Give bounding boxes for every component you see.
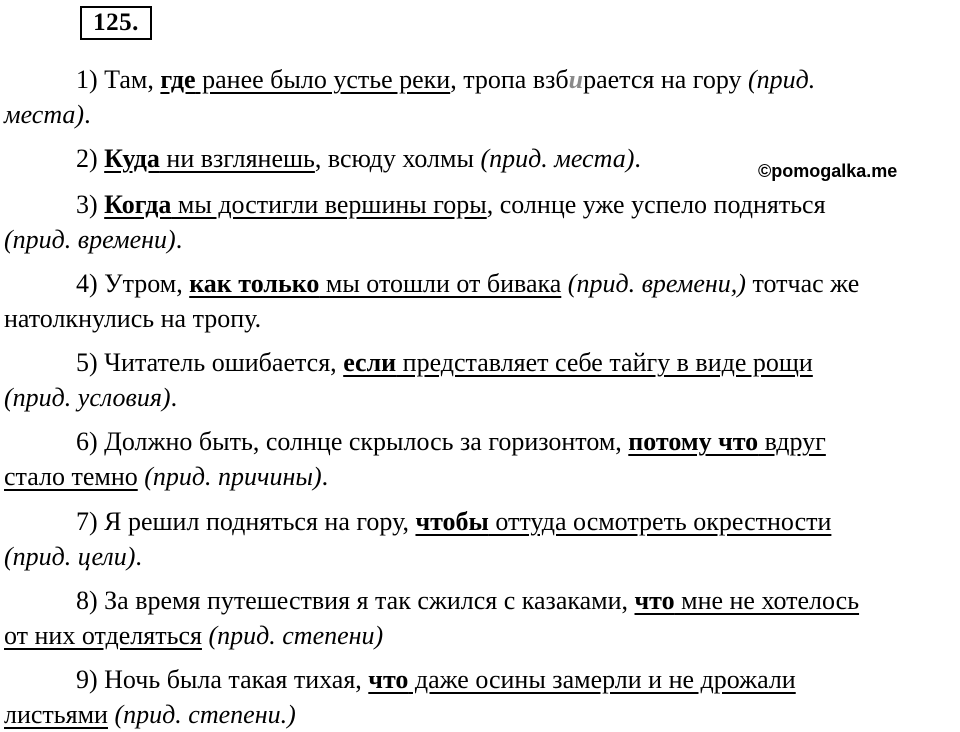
conjunction: если	[343, 348, 397, 377]
sentence-6: 6) Должно быть, солнце скрылось за горизонтом, потому что вдруг стало темно (прид. причины).	[4, 427, 826, 491]
conjunction: Куда	[104, 144, 160, 173]
conjunction: как только	[189, 269, 320, 298]
sentence-7: 7) Я решил подняться на гору, чтобы оттуда осмотреть окрестности (прид. цели).	[4, 507, 832, 571]
sentence-4: 4) Утром, как только мы отошли от бивака (прид. времени,) тотчас же натолкнулись на тропу.	[4, 269, 860, 333]
clause-type-note: (прид. места)	[480, 144, 635, 173]
clause-type-note: (прид. условия)	[4, 383, 171, 412]
sentence-5: 5) Читатель ошибается, если представляет себе тайгу в виде рощи (прид. условия).	[4, 348, 813, 412]
sentence-8: 8) За время путешествия я так сжился с казаками, что мне не хотелось от них отделяться (прид. степени)	[4, 586, 860, 650]
exercise-number: 125.	[80, 6, 152, 40]
clause-type-note: (прид. цели)	[4, 542, 136, 571]
clause-type-note: (прид. времени,)	[567, 269, 746, 298]
sentence-1: 1) Там, где ранее было устье реки, тропа взбирается на гору (прид. места).	[4, 65, 816, 129]
clause-type-note: (прид.	[747, 65, 816, 94]
stress-mark: и	[568, 65, 584, 94]
conjunction: чтобы	[415, 507, 489, 536]
clause-type-note: (прид. степени)	[208, 621, 384, 650]
sentence-3: 3) Когда мы достигли вершины горы, солнце уже успело подняться (прид. времени).	[4, 190, 826, 254]
conjunction: что	[634, 586, 675, 615]
sentence-9: 9) Ночь была такая тихая, что даже осины замерли и не дрожали листьями (прид. степени.)	[4, 665, 796, 729]
conjunction: Когда	[104, 190, 172, 219]
conjunction: потому что	[628, 427, 759, 456]
clause-type-note: (прид. причины)	[144, 462, 322, 491]
watermark: ©pomogalka.me	[758, 161, 898, 181]
clause-type-note: (прид. степени.)	[114, 700, 296, 729]
sentence-2: 2) Куда ни взглянешь, всюду холмы (прид. места).	[76, 144, 641, 173]
clause-type-note: (прид. времени)	[4, 225, 176, 254]
conjunction: где	[160, 65, 196, 94]
conjunction: что	[368, 665, 409, 694]
